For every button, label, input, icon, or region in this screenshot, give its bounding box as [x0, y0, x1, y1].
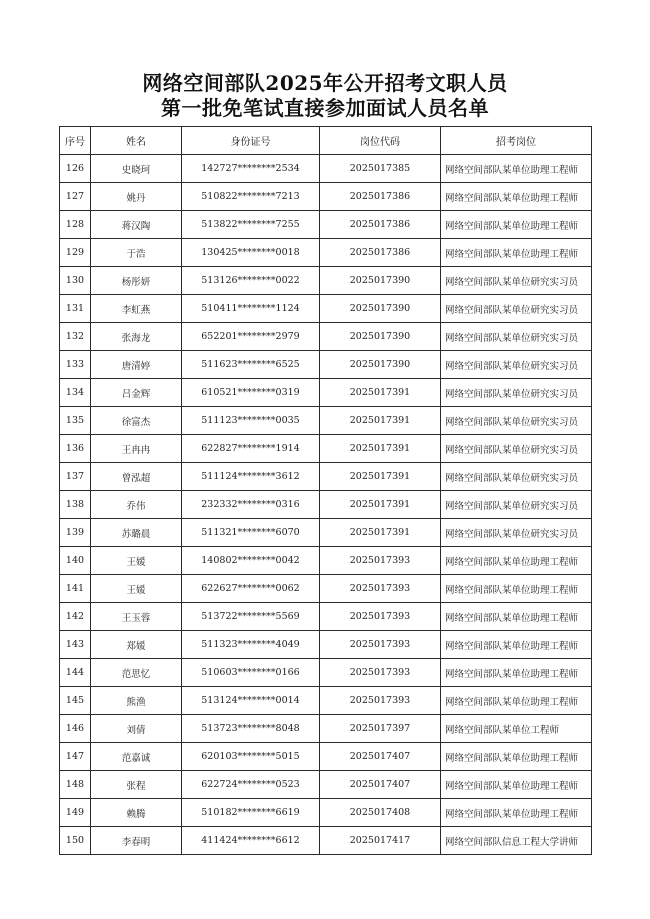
cell-id-number: 142727********2534	[182, 155, 320, 183]
cell-serial: 136	[60, 435, 91, 463]
table-row	[60, 659, 592, 687]
cell-name: 张海龙	[91, 323, 182, 351]
cell-post-code: 2025017386	[320, 239, 441, 267]
cell-name: 唐清婷	[91, 351, 182, 379]
cell-post-code: 2025017390	[320, 295, 441, 323]
cell-name: 王冉冉	[91, 435, 182, 463]
cell-post-title: 网络空间部队某单位研究实习员	[441, 351, 592, 379]
cell-post-code: 2025017408	[320, 799, 441, 827]
cell-name: 范嘉诚	[91, 743, 182, 771]
cell-post-title: 网络空间部队某单位研究实习员	[441, 491, 592, 519]
cell-name: 范思忆	[91, 659, 182, 687]
cell-id-number: 513124********0014	[182, 687, 320, 715]
cell-name: 苏璐晨	[91, 519, 182, 547]
cell-post-code: 2025017390	[320, 267, 441, 295]
cell-id-number: 510603********0166	[182, 659, 320, 687]
cell-id-number: 622627********0062	[182, 575, 320, 603]
cell-post-code: 2025017417	[320, 827, 441, 855]
cell-id-number: 652201********2979	[182, 323, 320, 351]
table-row	[60, 827, 592, 855]
cell-post-title: 网络空间部队某单位研究实习员	[441, 323, 592, 351]
table-row	[60, 435, 592, 463]
cell-post-title: 网络空间部队某单位助理工程师	[441, 155, 592, 183]
cell-post-title: 网络空间部队某单位研究实习员	[441, 463, 592, 491]
cell-name: 曾泓超	[91, 463, 182, 491]
cell-serial: 149	[60, 799, 91, 827]
cell-post-code: 2025017391	[320, 407, 441, 435]
cell-serial: 127	[60, 183, 91, 211]
cell-post-title: 网络空间部队某单位助理工程师	[441, 183, 592, 211]
table-row	[60, 519, 592, 547]
cell-serial: 147	[60, 743, 91, 771]
cell-post-title: 网络空间部队某单位助理工程师	[441, 743, 592, 771]
cell-name: 王玉蓉	[91, 603, 182, 631]
cell-post-code: 2025017390	[320, 351, 441, 379]
cell-post-title: 网络空间部队某单位研究实习员	[441, 435, 592, 463]
cell-post-code: 2025017386	[320, 211, 441, 239]
table-row	[60, 323, 592, 351]
table-row	[60, 575, 592, 603]
cell-post-title: 网络空间部队某单位助理工程师	[441, 659, 592, 687]
cell-id-number: 511124********3612	[182, 463, 320, 491]
cell-serial: 148	[60, 771, 91, 799]
table-row	[60, 771, 592, 799]
cell-serial: 135	[60, 407, 91, 435]
header-name: 姓名	[91, 127, 182, 155]
table-row	[60, 687, 592, 715]
cell-name: 姚丹	[91, 183, 182, 211]
cell-serial: 132	[60, 323, 91, 351]
cell-post-title: 网络空间部队信息工程大学讲师	[441, 827, 592, 855]
header-id-number: 身份证号	[182, 127, 320, 155]
cell-name: 徐富杰	[91, 407, 182, 435]
cell-serial: 142	[60, 603, 91, 631]
cell-name: 郑媛	[91, 631, 182, 659]
cell-id-number: 411424********6612	[182, 827, 320, 855]
cell-id-number: 622827********1914	[182, 435, 320, 463]
cell-serial: 137	[60, 463, 91, 491]
cell-serial: 130	[60, 267, 91, 295]
header-post-title: 招考岗位	[441, 127, 592, 155]
table-row	[60, 239, 592, 267]
cell-name: 熊渔	[91, 687, 182, 715]
cell-id-number: 510182********6619	[182, 799, 320, 827]
table-row	[60, 491, 592, 519]
cell-name: 王媛	[91, 547, 182, 575]
table-row	[60, 211, 592, 239]
cell-post-code: 2025017393	[320, 659, 441, 687]
cell-serial: 150	[60, 827, 91, 855]
cell-serial: 129	[60, 239, 91, 267]
cell-serial: 143	[60, 631, 91, 659]
cell-serial: 128	[60, 211, 91, 239]
cell-post-title: 网络空间部队某单位助理工程师	[441, 547, 592, 575]
cell-post-code: 2025017391	[320, 463, 441, 491]
table-row	[60, 547, 592, 575]
cell-post-title: 网络空间部队某单位研究实习员	[441, 519, 592, 547]
cell-id-number: 511323********4049	[182, 631, 320, 659]
cell-id-number: 130425********0018	[182, 239, 320, 267]
cell-post-title: 网络空间部队某单位研究实习员	[441, 295, 592, 323]
cell-id-number: 513722********5569	[182, 603, 320, 631]
cell-post-title: 网络空间部队某单位助理工程师	[441, 771, 592, 799]
cell-post-title: 网络空间部队某单位研究实习员	[441, 407, 592, 435]
cell-name: 刘倩	[91, 715, 182, 743]
cell-id-number: 510411********1124	[182, 295, 320, 323]
header-post-code: 岗位代码	[320, 127, 441, 155]
cell-name: 蒋汉陶	[91, 211, 182, 239]
cell-name: 史晓珂	[91, 155, 182, 183]
cell-name: 赖腾	[91, 799, 182, 827]
table-row	[60, 407, 592, 435]
table-row	[60, 295, 592, 323]
cell-serial: 139	[60, 519, 91, 547]
cell-id-number: 511321********6070	[182, 519, 320, 547]
table-row	[60, 715, 592, 743]
cell-post-title: 网络空间部队某单位助理工程师	[441, 211, 592, 239]
document-title-line1: 网络空间部队2025年公开招考文职人员	[142, 71, 508, 95]
cell-post-title: 网络空间部队某单位助理工程师	[441, 631, 592, 659]
table-row	[60, 603, 592, 631]
candidate-table	[59, 126, 592, 855]
cell-id-number: 610521********0319	[182, 379, 320, 407]
cell-id-number: 510822********7213	[182, 183, 320, 211]
cell-name: 李春明	[91, 827, 182, 855]
header-serial: 序号	[60, 127, 91, 155]
cell-id-number: 140802********0042	[182, 547, 320, 575]
cell-id-number: 622724********0523	[182, 771, 320, 799]
document-title-line2: 第一批免笔试直接参加面试人员名单	[161, 96, 489, 120]
cell-name: 吕金辉	[91, 379, 182, 407]
cell-id-number: 511123********0035	[182, 407, 320, 435]
cell-serial: 146	[60, 715, 91, 743]
header-row	[60, 127, 592, 155]
table-row	[60, 351, 592, 379]
cell-post-code: 2025017391	[320, 519, 441, 547]
cell-post-code: 2025017391	[320, 379, 441, 407]
table-row	[60, 183, 592, 211]
cell-post-title: 网络空间部队某单位助理工程师	[441, 603, 592, 631]
table-row	[60, 155, 592, 183]
table-body	[60, 155, 592, 855]
cell-post-code: 2025017393	[320, 575, 441, 603]
cell-post-title: 网络空间部队某单位助理工程师	[441, 687, 592, 715]
cell-name: 于浩	[91, 239, 182, 267]
cell-id-number: 513723********8048	[182, 715, 320, 743]
table-row	[60, 743, 592, 771]
cell-post-code: 2025017390	[320, 323, 441, 351]
cell-post-code: 2025017407	[320, 743, 441, 771]
table-row	[60, 379, 592, 407]
cell-serial: 140	[60, 547, 91, 575]
table-header	[60, 127, 592, 155]
cell-post-code: 2025017407	[320, 771, 441, 799]
cell-serial: 141	[60, 575, 91, 603]
cell-id-number: 513822********7255	[182, 211, 320, 239]
cell-post-title: 网络空间部队某单位工程师	[441, 715, 592, 743]
cell-post-code: 2025017393	[320, 631, 441, 659]
cell-post-code: 2025017393	[320, 547, 441, 575]
cell-serial: 144	[60, 659, 91, 687]
cell-post-code: 2025017393	[320, 687, 441, 715]
cell-serial: 133	[60, 351, 91, 379]
cell-post-code: 2025017385	[320, 155, 441, 183]
cell-name: 乔伟	[91, 491, 182, 519]
table-row	[60, 631, 592, 659]
cell-post-code: 2025017393	[320, 603, 441, 631]
cell-id-number: 513126********0022	[182, 267, 320, 295]
cell-name: 张程	[91, 771, 182, 799]
cell-serial: 126	[60, 155, 91, 183]
cell-post-code: 2025017397	[320, 715, 441, 743]
cell-post-code: 2025017391	[320, 491, 441, 519]
cell-serial: 145	[60, 687, 91, 715]
cell-post-title: 网络空间部队某单位研究实习员	[441, 379, 592, 407]
table-row	[60, 267, 592, 295]
cell-post-title: 网络空间部队某单位研究实习员	[441, 267, 592, 295]
cell-post-code: 2025017386	[320, 183, 441, 211]
table-row	[60, 463, 592, 491]
table-row	[60, 799, 592, 827]
cell-id-number: 232332********0316	[182, 491, 320, 519]
cell-id-number: 511623********6525	[182, 351, 320, 379]
cell-id-number: 620103********5015	[182, 743, 320, 771]
cell-name: 李虹燕	[91, 295, 182, 323]
cell-serial: 131	[60, 295, 91, 323]
cell-post-title: 网络空间部队某单位助理工程师	[441, 575, 592, 603]
cell-serial: 134	[60, 379, 91, 407]
cell-post-title: 网络空间部队某单位助理工程师	[441, 799, 592, 827]
cell-post-title: 网络空间部队某单位助理工程师	[441, 239, 592, 267]
cell-serial: 138	[60, 491, 91, 519]
cell-name: 王媛	[91, 575, 182, 603]
cell-post-code: 2025017391	[320, 435, 441, 463]
cell-name: 杨彤妍	[91, 267, 182, 295]
